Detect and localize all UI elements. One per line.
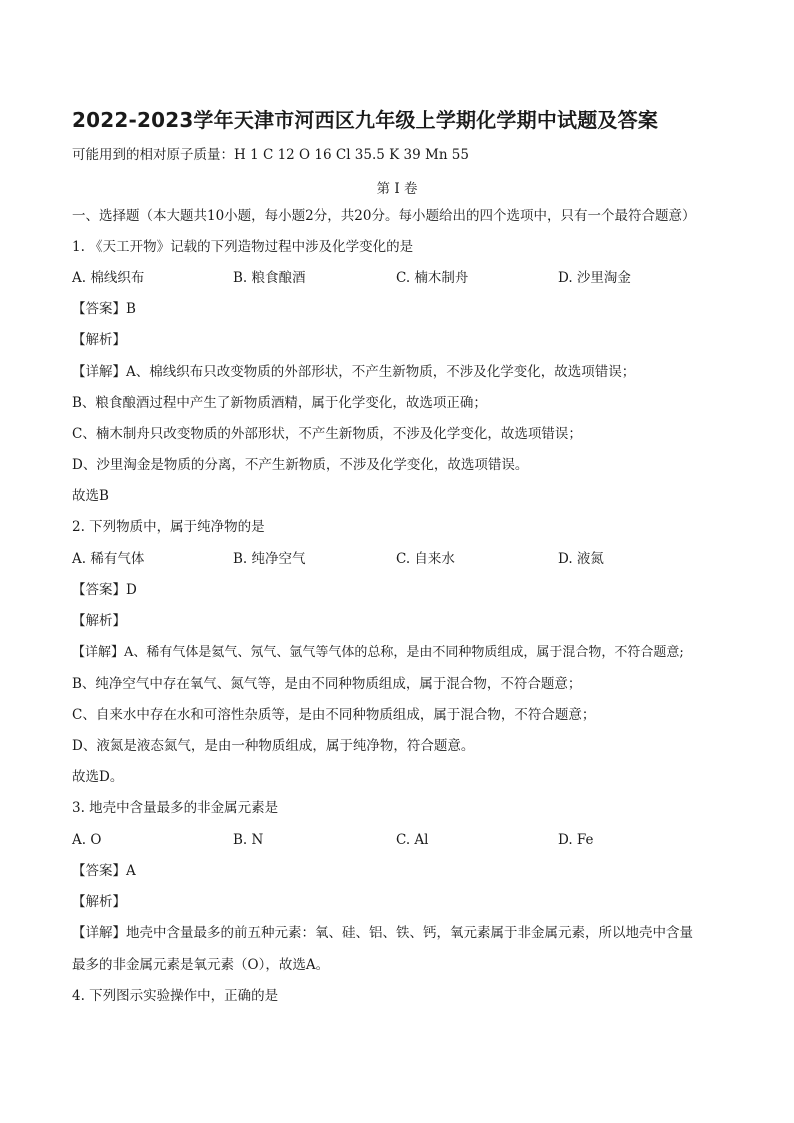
question-stem: 3. 地壳中含量最多的非金属元素是 — [72, 800, 279, 816]
detail-line: 【详解】A、棉线织布只改变物质的外部形状，不产生新物质，不涉及化学变化，故选项错误； — [72, 364, 636, 380]
option-b: B. 纯净空气 — [233, 551, 306, 567]
document-title: 2022-2023学年天津市河西区九年级上学期化学期中试题及答案 — [72, 108, 659, 132]
analysis-label: 【解析】 — [72, 613, 126, 629]
detail-line: 故选B — [72, 488, 109, 504]
analysis-label: 【解析】 — [72, 894, 126, 910]
detail-line: C、楠木制舟只改变物质的外部形状，不产生新物质，不涉及化学变化，故选项错误； — [72, 426, 582, 442]
detail-line: D、沙里淘金是物质的分离，不产生新物质，不涉及化学变化，故选项错误。 — [72, 457, 529, 473]
detail-line: D、液氮是液态氮气，是由一种物质组成，属于纯净物，符合题意。 — [72, 738, 475, 754]
option-d: D. 沙里淘金 — [558, 270, 631, 286]
option-a: A. 稀有气体 — [72, 551, 145, 567]
instructions: 一、选择题（本大题共10小题，每小题2分，共20分。每小题给出的四个选项中，只有一个最符合题意） — [72, 208, 696, 224]
detail-line: 最多的非金属元素是氧元素（O），故选A。 — [72, 957, 330, 973]
answer-label: 【答案】A — [72, 863, 136, 879]
option-b: B. N — [233, 832, 264, 848]
option-c: C. Al — [396, 832, 429, 848]
answer-label: 【答案】D — [72, 582, 137, 598]
option-a: A. O — [72, 832, 102, 848]
option-d: D. 液氮 — [558, 551, 604, 567]
atomic-mass-line: 可能用到的相对原子质量：H 1 C 12 O 16 Cl 35.5 K 39 Mn 55 — [72, 147, 469, 163]
option-d: D. Fe — [558, 832, 594, 848]
detail-line: 【详解】地壳中含量最多的前五种元素：氧、硅、铝、铁、钙，氧元素属于非金属元素，所以地壳中含量 — [72, 925, 693, 941]
analysis-label: 【解析】 — [72, 332, 126, 348]
question-stem: 1. 《天工开物》记载的下列造物过程中涉及化学变化的是 — [72, 239, 414, 255]
option-b: B. 粮食酿酒 — [233, 270, 306, 286]
answer-label: 【答案】B — [72, 301, 136, 317]
option-a: A. 棉线织布 — [72, 270, 145, 286]
option-c: C. 自来水 — [396, 551, 455, 567]
detail-line: 故选D。 — [72, 769, 124, 785]
question-stem: 4. 下列图示实验操作中，正确的是 — [72, 988, 279, 1004]
detail-line: 【详解】A、稀有气体是氦气、氖气、氩气等气体的总称，是由不同种物质组成，属于混合物，不符合题意; — [72, 645, 684, 660]
question-stem: 2. 下列物质中，属于纯净物的是 — [72, 519, 265, 535]
detail-line: C、自来水中存在水和可溶性杂质等，是由不同种物质组成，属于混合物，不符合题意； — [72, 707, 596, 723]
detail-line: B、粮食酿酒过程中产生了新物质酒精，属于化学变化，故选项正确； — [72, 395, 487, 411]
option-c: C. 楠木制舟 — [396, 270, 469, 286]
detail-line: B、纯净空气中存在氧气、氮气等，是由不同种物质组成，属于混合物，不符合题意； — [72, 676, 582, 692]
section-heading: 第 Ⅰ 卷 — [376, 181, 418, 197]
